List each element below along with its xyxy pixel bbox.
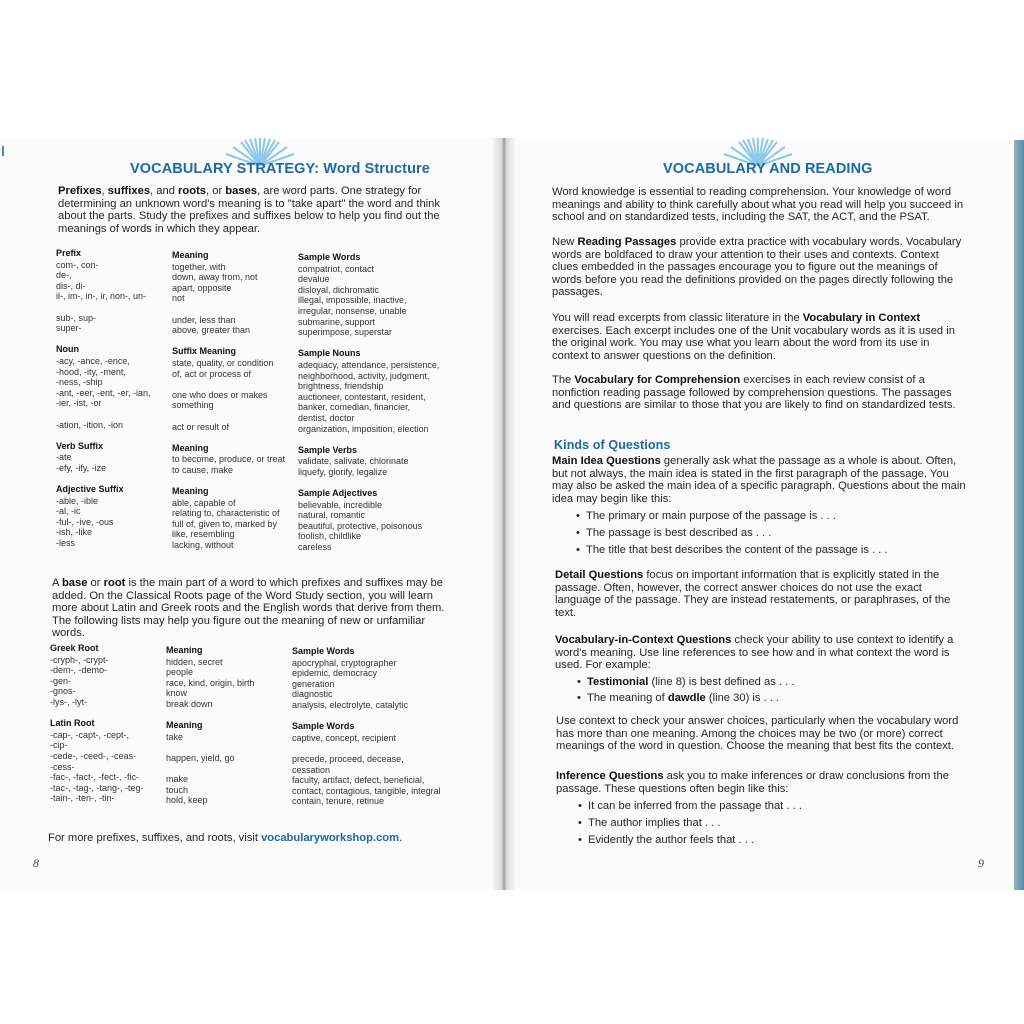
table-cell: beautiful, protective, poisonous xyxy=(298,520,423,531)
right-page-title: VOCABULARY AND READING xyxy=(663,161,873,177)
table-cell: act or result of xyxy=(172,421,230,432)
spacer xyxy=(172,336,292,347)
spacer xyxy=(166,742,286,753)
column-header: Prefix xyxy=(56,248,82,258)
list-item: • Evidently the author feels that . . . xyxy=(578,832,968,849)
table-cell: -hood, -ity, -ment, xyxy=(56,366,126,377)
table-cell: -cap-, -capt-, -cept-, xyxy=(50,729,130,740)
table-cell: break down xyxy=(166,698,213,709)
paragraph-intro: Word knowledge is essential to reading comprehension. Your knowledge of word meanings and ability to think carefully about what you read will help you succeed in school and on standardized tests, including the SAT, the ACT, and the PSAT. xyxy=(552,186,964,224)
table1-col-meaning xyxy=(172,250,292,551)
table-cell: -ation, -ition, -ion xyxy=(56,419,124,430)
table-cell: banker, comedian, financier, xyxy=(298,402,411,413)
table2-col-meaning xyxy=(166,645,286,806)
table-cell: auctioneer, contestant, resident, xyxy=(298,391,426,402)
table-cell: analysis, electrolyte, catalytic xyxy=(292,699,409,710)
spacer xyxy=(56,409,171,420)
table-cell: -gnos- xyxy=(50,686,76,697)
base-root-paragraph: A base or root is the main part of a word to which prefixes and suffixes may be added. On the Classical Roots page of the Word Study section, you will learn more about Latin and Greek roots and the English words that derive from them. The following lists may help you figure out the meaning of new or unfamiliar words. xyxy=(52,577,445,640)
main-idea-bullets xyxy=(576,508,966,558)
spacer xyxy=(172,411,292,422)
column-header: Suffix Meaning xyxy=(172,346,237,357)
table-cell: epidemic, democracy xyxy=(292,668,378,679)
table-cell: able, capable of xyxy=(172,497,236,508)
paragraph-vocab-comprehension: The Vocabulary for Comprehension exercises in each review consist of a nonfiction reading passage followed by comprehension questions. The passages and questions are similar to those that you are likely to find on standardized tests. xyxy=(552,374,956,412)
table-cell: sub-, sup- xyxy=(56,312,97,323)
detail-section: Detail Questions focus on important information that is explicitly stated in the passage. Often, however, the correct answer choices do not use the exact language of the passage. They are instead restatements, or paraphrases, of the text. xyxy=(555,569,951,619)
spacer xyxy=(50,708,165,719)
table-cell: diagnostic xyxy=(292,689,333,700)
column-header: Meaning xyxy=(172,250,209,260)
paragraph-reading-passages: New Reading Passages provide extra practice with vocabulary words. Vocabulary words are boldfaced to draw your attention to their uses and contexts. Context clues embedded in the passages encourage you to figure out the meanings of words before you read the definitions provided on the pages directly following the passages. xyxy=(552,236,962,299)
table-cell: generation xyxy=(292,678,335,689)
table-cell: devalue xyxy=(298,274,330,285)
table-cell: submarine, support xyxy=(298,316,376,327)
spacer xyxy=(298,434,458,445)
table-cell: hold, keep xyxy=(166,795,208,806)
column-header: Greek Root xyxy=(50,643,99,653)
table-cell: superimpose, superstar xyxy=(298,327,393,338)
table-cell: de-, xyxy=(56,270,72,281)
spacer xyxy=(298,477,458,488)
table-cell: -cede-, -ceed-, -ceas- xyxy=(50,750,137,761)
column-header: Verb Suffix xyxy=(56,440,104,451)
table-cell: contain, tenure, retinue xyxy=(292,796,385,807)
table-cell: touch xyxy=(166,784,189,795)
table-cell: validate, salivate, chlorinate xyxy=(298,456,409,467)
list-item: • Testimonial (line 8) is best defined as . . . xyxy=(577,674,967,690)
table-cell: -ness, -ship xyxy=(56,377,103,388)
column-header: Sample Adjectives xyxy=(298,488,378,499)
inference-bullets xyxy=(578,798,968,849)
table-cell: to cause, make xyxy=(172,464,234,475)
table-cell: to become, produce, or treat xyxy=(172,454,286,465)
spacer xyxy=(56,473,171,484)
table-cell: of, act or process of xyxy=(172,368,252,379)
page-number-right: 9 xyxy=(978,856,984,870)
table-cell: captive, concept, recipient xyxy=(292,732,397,743)
table-cell: il-, im-, in-, ir, non-, un- xyxy=(56,291,147,302)
table-cell: -fac-, -fact-, -fect-, -fic- xyxy=(50,772,139,783)
spacer xyxy=(166,764,286,775)
main-idea-section: Main Idea Questions generally ask what the passage as a whole is about. Often, but not always, the main idea is stated in the first paragraph of the passage. You may also be asked the main idea of a specific paragraph. Questions about the main idea may begin like this: • The primary or main purpose of the passage is . . . • The passage is best described as . . . • The title that best describes the content of the passage is . . . xyxy=(552,455,966,558)
vocab-context-questions-section: Vocabulary-in-Context Questions check your ability to use context to identify a word's meaning. Use line references to see how and in what context the word is used. For example: • Testimonial (line 8) is best defined as . . . • The meaning of dawdle (line 30) is . . . xyxy=(555,634,967,706)
table-cell: compatriot, contact xyxy=(298,263,375,274)
column-header: Sample Verbs xyxy=(298,444,358,455)
table2-col-root xyxy=(50,643,165,804)
spacer xyxy=(172,304,292,315)
book-gutter xyxy=(493,138,515,890)
table-cell: -dem-, -demo- xyxy=(50,665,108,676)
kinds-of-questions-heading: Kinds of Questions xyxy=(554,438,671,452)
table-cell: -ish, -like xyxy=(56,527,93,538)
column-header: Sample Nouns xyxy=(298,348,361,359)
table-cell: make xyxy=(166,774,189,785)
table-cell: neighborhood, activity, judgment, xyxy=(298,370,430,381)
spacer xyxy=(166,710,286,721)
table-cell: not xyxy=(172,293,185,304)
table-cell: full of, given to, marked by xyxy=(172,518,278,529)
table-cell: faculty, artifact, defect, beneficial, xyxy=(292,775,425,786)
table-cell: -tac-, -tag-, -tang-, -teg- xyxy=(50,782,144,793)
table1-col-prefix xyxy=(56,248,171,549)
spacer xyxy=(172,379,292,390)
table-cell: down, away from, not xyxy=(172,272,258,283)
table-cell: -gen- xyxy=(50,675,72,686)
table-cell: cessation xyxy=(292,764,331,775)
table-cell: under, less than xyxy=(172,314,236,325)
table-cell: -lys-, -lyt- xyxy=(50,696,87,707)
table-cell: race, kind, origin, birth xyxy=(166,677,255,688)
list-item: • The primary or main purpose of the passage is . . . xyxy=(576,508,966,525)
list-item: • The title that best describes the content of the passage is . . . xyxy=(576,542,966,559)
spacer xyxy=(172,475,292,486)
footer-link[interactable]: vocabularyworkshop.com xyxy=(261,832,400,844)
table-cell: com-, con- xyxy=(56,259,99,270)
table1-col-samples xyxy=(298,252,458,553)
spacer xyxy=(56,430,171,441)
table-cell: liquefy, glorify, legalize xyxy=(298,466,388,477)
spacer xyxy=(292,743,462,754)
spacer xyxy=(172,432,292,443)
column-header: Noun xyxy=(56,344,79,355)
table-cell: one who does or makes xyxy=(172,389,268,400)
vocab-context-bullets xyxy=(577,674,967,706)
left-page-title: VOCABULARY STRATEGY: Word Structure xyxy=(130,161,430,177)
table-cell: like, resembling xyxy=(172,529,235,540)
table-cell: irregular, nonsense, unable xyxy=(298,305,407,316)
column-header: Sample Words xyxy=(298,252,361,262)
table-cell: adequacy, attendance, persistence, xyxy=(298,359,440,370)
table-cell: together, with xyxy=(172,261,226,272)
table-cell: disloyal, dichromatic xyxy=(298,284,380,295)
list-item: • The author implies that . . . xyxy=(578,815,968,832)
table-cell: believable, incredible xyxy=(298,499,383,510)
spacer xyxy=(298,338,458,349)
column-header: Meaning xyxy=(166,645,203,655)
table-cell: something xyxy=(172,400,214,411)
table-cell: foolish, childlike xyxy=(298,531,362,542)
spacer xyxy=(292,711,462,722)
footer-note: For more prefixes, suffixes, and roots, visit vocabularyworkshop.com. xyxy=(48,832,403,844)
table-cell: happen, yield, go xyxy=(166,752,235,763)
page-edge-mark xyxy=(2,146,4,156)
table-cell: -less xyxy=(56,538,76,549)
table-cell: apart, opposite xyxy=(172,282,232,293)
table-cell: relating to, characteristic of xyxy=(172,508,280,519)
list-item: • The meaning of dawdle (line 30) is . . . xyxy=(577,690,967,706)
inference-section: Inference Questions ask you to make inferences or draw conclusions from the passage. These questions often begin like this: • It can be inferred from the passage that . . . • The author implies that . . . • Evidently the author feels that . . . xyxy=(556,770,968,849)
table-cell: organization, imposition, election xyxy=(298,423,429,434)
table-cell: people xyxy=(166,667,194,678)
table-cell: apocryphal, cryptographer xyxy=(292,657,397,668)
context-paragraph: Use context to check your answer choices, particularly when the vocabulary word has more than one meaning. Among the choices may be two (or more) correct meanings of the word in question. Choose the meaning that best fits the context. xyxy=(556,715,959,753)
intro-paragraph: Prefixes, suffixes, and roots, or bases, are word parts. One strategy for determining an unknown word's meaning is to "take apart" the word and think about the parts. Study the prefixes and suffixes below to help you find out the meanings of words in which they appear. xyxy=(58,185,440,235)
column-header: Sample Words xyxy=(292,646,355,656)
column-header: Latin Root xyxy=(50,718,95,729)
table-cell: -ant, -eer, -ent, -er, -ian, xyxy=(56,387,151,398)
page-edge xyxy=(1014,140,1024,890)
table-cell: -cip- xyxy=(50,740,68,751)
table-cell: natural, romantic xyxy=(298,510,366,521)
spacer xyxy=(56,334,171,345)
list-item: • It can be inferred from the passage that . . . xyxy=(578,798,968,815)
table-cell: -tain-, -ten-, -tin- xyxy=(50,793,115,804)
table-cell: -ate xyxy=(56,452,72,463)
column-header: Meaning xyxy=(172,442,209,453)
page-number-left: 8 xyxy=(33,856,39,870)
table-cell: -al, -ic xyxy=(56,506,81,517)
table-cell: contact, contagious, tangible, integral xyxy=(292,785,441,796)
table-cell: -ful-, -ive, -ous xyxy=(56,516,114,527)
table-cell: -cess- xyxy=(50,761,75,772)
table-cell: -cryph-, -crypt- xyxy=(50,654,109,665)
table-cell: take xyxy=(166,731,184,742)
list-item: • The passage is best described as . . . xyxy=(576,525,966,542)
spacer xyxy=(56,302,171,313)
table-cell: hidden, secret xyxy=(166,656,223,667)
column-header: Meaning xyxy=(166,720,203,731)
table-cell: illegal, impossible, inactive, xyxy=(298,295,407,306)
table-cell: above, greater than xyxy=(172,325,251,336)
table-cell: -able, -ible xyxy=(56,495,99,506)
table-cell: super- xyxy=(56,323,82,334)
table-cell: lacking, without xyxy=(172,540,234,551)
column-header: Adjective Suffix xyxy=(56,484,124,495)
column-header: Sample Words xyxy=(292,721,355,732)
table2-col-samples xyxy=(292,646,462,807)
table-cell: careless xyxy=(298,542,332,553)
table-cell: precede, proceed, decease, xyxy=(292,753,404,764)
column-header: Meaning xyxy=(172,486,209,497)
table-cell: dentist, doctor xyxy=(298,412,355,423)
table-cell: -acy, -ance, -ence, xyxy=(56,355,130,366)
table-cell: -efy, -ify, -ize xyxy=(56,462,107,473)
paragraph-vocab-in-context: You will read excerpts from classic literature in the Vocabulary in Context exercises. Each excerpt includes one of the Unit vocabulary words as it is used in the original work. You may use what you learn about the word from its use in context to answer questions on the definition. xyxy=(552,312,955,362)
table-cell: state, quality, or condition xyxy=(172,357,274,368)
table-cell: brightness, friendship xyxy=(298,381,384,392)
table-cell: -ier, -ist, -or xyxy=(56,398,102,409)
table-cell: know xyxy=(166,688,188,699)
table-cell: dis-, di- xyxy=(56,280,86,291)
